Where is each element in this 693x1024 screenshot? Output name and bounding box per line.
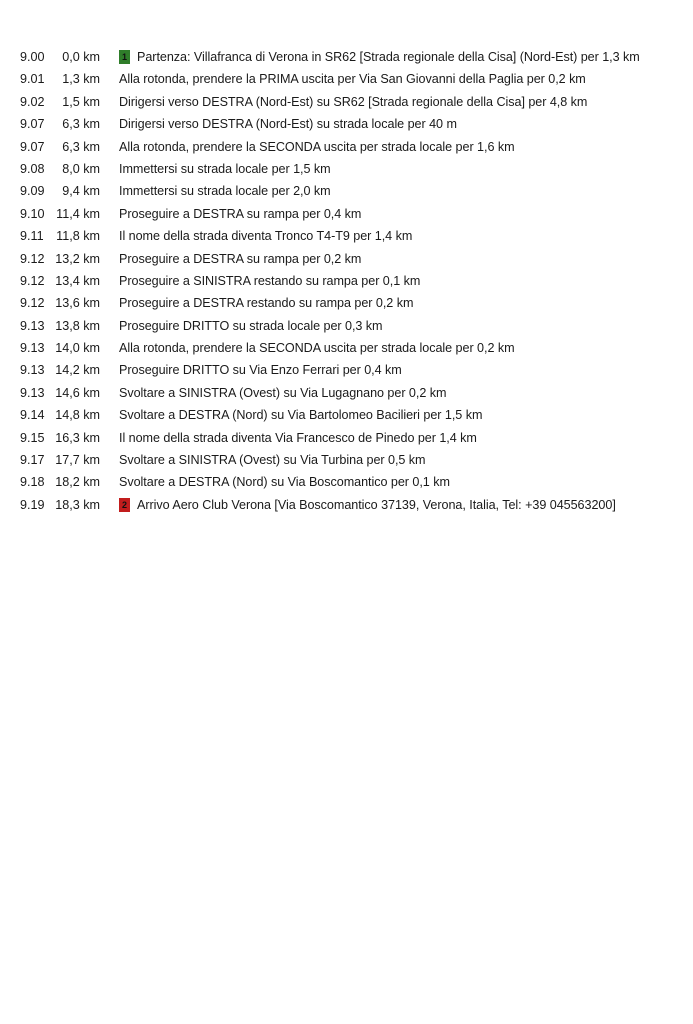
step-instruction-text: Svoltare a SINISTRA (Ovest) su Via Lugagnano per 0,2 km [119,385,447,400]
step-instruction-text: Dirigersi verso DESTRA (Nord-Est) su SR62 [Strada regionale della Cisa] per 4,8 km [119,94,588,109]
step-time: 9.17 [20,453,45,468]
step-instruction-text: Svoltare a DESTRA (Nord) su Via Boscomantico per 0,1 km [119,475,450,490]
step-instruction-text: Immettersi su strada locale per 1,5 km [119,161,331,176]
step-time: 9.07 [20,117,45,132]
step-time: 9.13 [20,363,45,378]
route-step-row [0,158,693,180]
route-step-row [0,46,693,68]
route-step-row [0,494,693,516]
step-instruction-text: Immettersi su strada locale per 2,0 km [119,184,331,199]
step-time: 9.11 [20,229,44,244]
route-step-row [0,136,693,158]
route-step-row [0,270,693,292]
route-directions-table [0,46,693,516]
step-distance: 13,4 km [55,273,100,288]
step-time: 9.13 [20,341,45,356]
step-time: 9.02 [20,94,45,109]
route-step-row [0,359,693,381]
step-instruction-text: Proseguire DRITTO su Via Enzo Ferrari per 0,4 km [119,363,402,378]
route-step-row [0,91,693,113]
step-instruction-text: Svoltare a SINISTRA (Ovest) su Via Turbina per 0,5 km [119,453,426,468]
step-instruction [119,494,616,516]
step-time: 9.12 [20,251,45,266]
route-step-row [0,68,693,90]
route-step-row [0,449,693,471]
route-step-row [0,248,693,270]
step-time: 9.00 [20,50,45,64]
step-distance: 16,3 km [55,430,100,445]
step-instruction-text: Proseguire a DESTRA restando su rampa per 0,2 km [119,296,414,311]
step-distance: 14,2 km [55,363,100,378]
route-step-row [0,337,693,359]
end-marker-icon: 2 [119,498,130,512]
step-instruction-text: Alla rotonda, prendere la SECONDA uscita per strada locale per 1,6 km [119,139,515,154]
step-instruction-text: Partenza: Villafranca di Verona in SR62 [Strada regionale della Cisa] (Nord-Est) per 1,3 km [137,50,640,64]
step-distance: 13,2 km [55,251,100,266]
step-instruction-text: Dirigersi verso DESTRA (Nord-Est) su strada locale per 40 m [119,117,457,132]
step-distance: 14,0 km [55,341,100,356]
route-step-row [0,292,693,314]
step-time: 9.08 [20,161,45,176]
step-time: 9.13 [20,318,45,333]
start-marker-icon: 1 [119,50,130,64]
step-instruction-text: Il nome della strada diventa Via Francesco de Pinedo per 1,4 km [119,430,477,445]
step-distance: 13,6 km [55,296,100,311]
route-step-row [0,113,693,135]
step-distance: 18,3 km [55,497,100,512]
route-step-row [0,404,693,426]
step-instruction-text: Il nome della strada diventa Tronco T4-T9 per 1,4 km [119,229,413,244]
step-distance: 18,2 km [55,475,100,490]
step-distance: 1,5 km [62,94,100,109]
step-distance: 11,4 km [56,206,100,221]
step-time: 9.15 [20,430,45,445]
step-distance: 9,4 km [62,184,100,199]
step-distance: 0,0 km [62,50,100,64]
step-time: 9.13 [20,385,45,400]
step-time: 9.01 [20,72,45,87]
step-instruction-text: Proseguire DRITTO su strada locale per 0,3 km [119,318,383,333]
route-step-row [0,427,693,449]
route-step-row [0,180,693,202]
step-distance: 14,6 km [55,385,100,400]
route-step-row [0,471,693,493]
route-step-row [0,203,693,225]
step-distance: 14,8 km [55,408,100,423]
step-distance: 11,8 km [56,229,100,244]
step-distance: 13,8 km [55,318,100,333]
step-distance: 17,7 km [55,453,100,468]
step-instruction [119,46,640,68]
step-instruction-text: Proseguire a DESTRA su rampa per 0,2 km [119,251,362,266]
step-instruction-text: Alla rotonda, prendere la PRIMA uscita per Via San Giovanni della Paglia per 0,2 km [119,72,586,87]
step-time: 9.12 [20,296,45,311]
route-step-row [0,315,693,337]
step-instruction-text: Svoltare a DESTRA (Nord) su Via Bartolomeo Bacilieri per 1,5 km [119,408,483,423]
step-distance: 6,3 km [62,117,100,132]
step-time: 9.18 [20,475,45,490]
step-instruction-text: Proseguire a DESTRA su rampa per 0,4 km [119,206,362,221]
route-step-row [0,382,693,404]
step-time: 9.10 [20,206,45,221]
step-instruction-text: Arrivo Aero Club Verona [Via Boscomantico 37139, Verona, Italia, Tel: +39 045563200] [137,497,616,512]
step-instruction-text: Alla rotonda, prendere la SECONDA uscita per strada locale per 0,2 km [119,341,515,356]
step-time: 9.14 [20,408,45,423]
step-time: 9.09 [20,184,45,199]
step-time: 9.19 [20,497,45,512]
step-time: 9.07 [20,139,45,154]
step-time: 9.12 [20,273,45,288]
route-step-row [0,225,693,247]
step-distance: 1,3 km [62,72,100,87]
step-distance: 8,0 km [62,161,100,176]
step-distance: 6,3 km [62,139,100,154]
step-instruction-text: Proseguire a SINISTRA restando su rampa per 0,1 km [119,273,421,288]
